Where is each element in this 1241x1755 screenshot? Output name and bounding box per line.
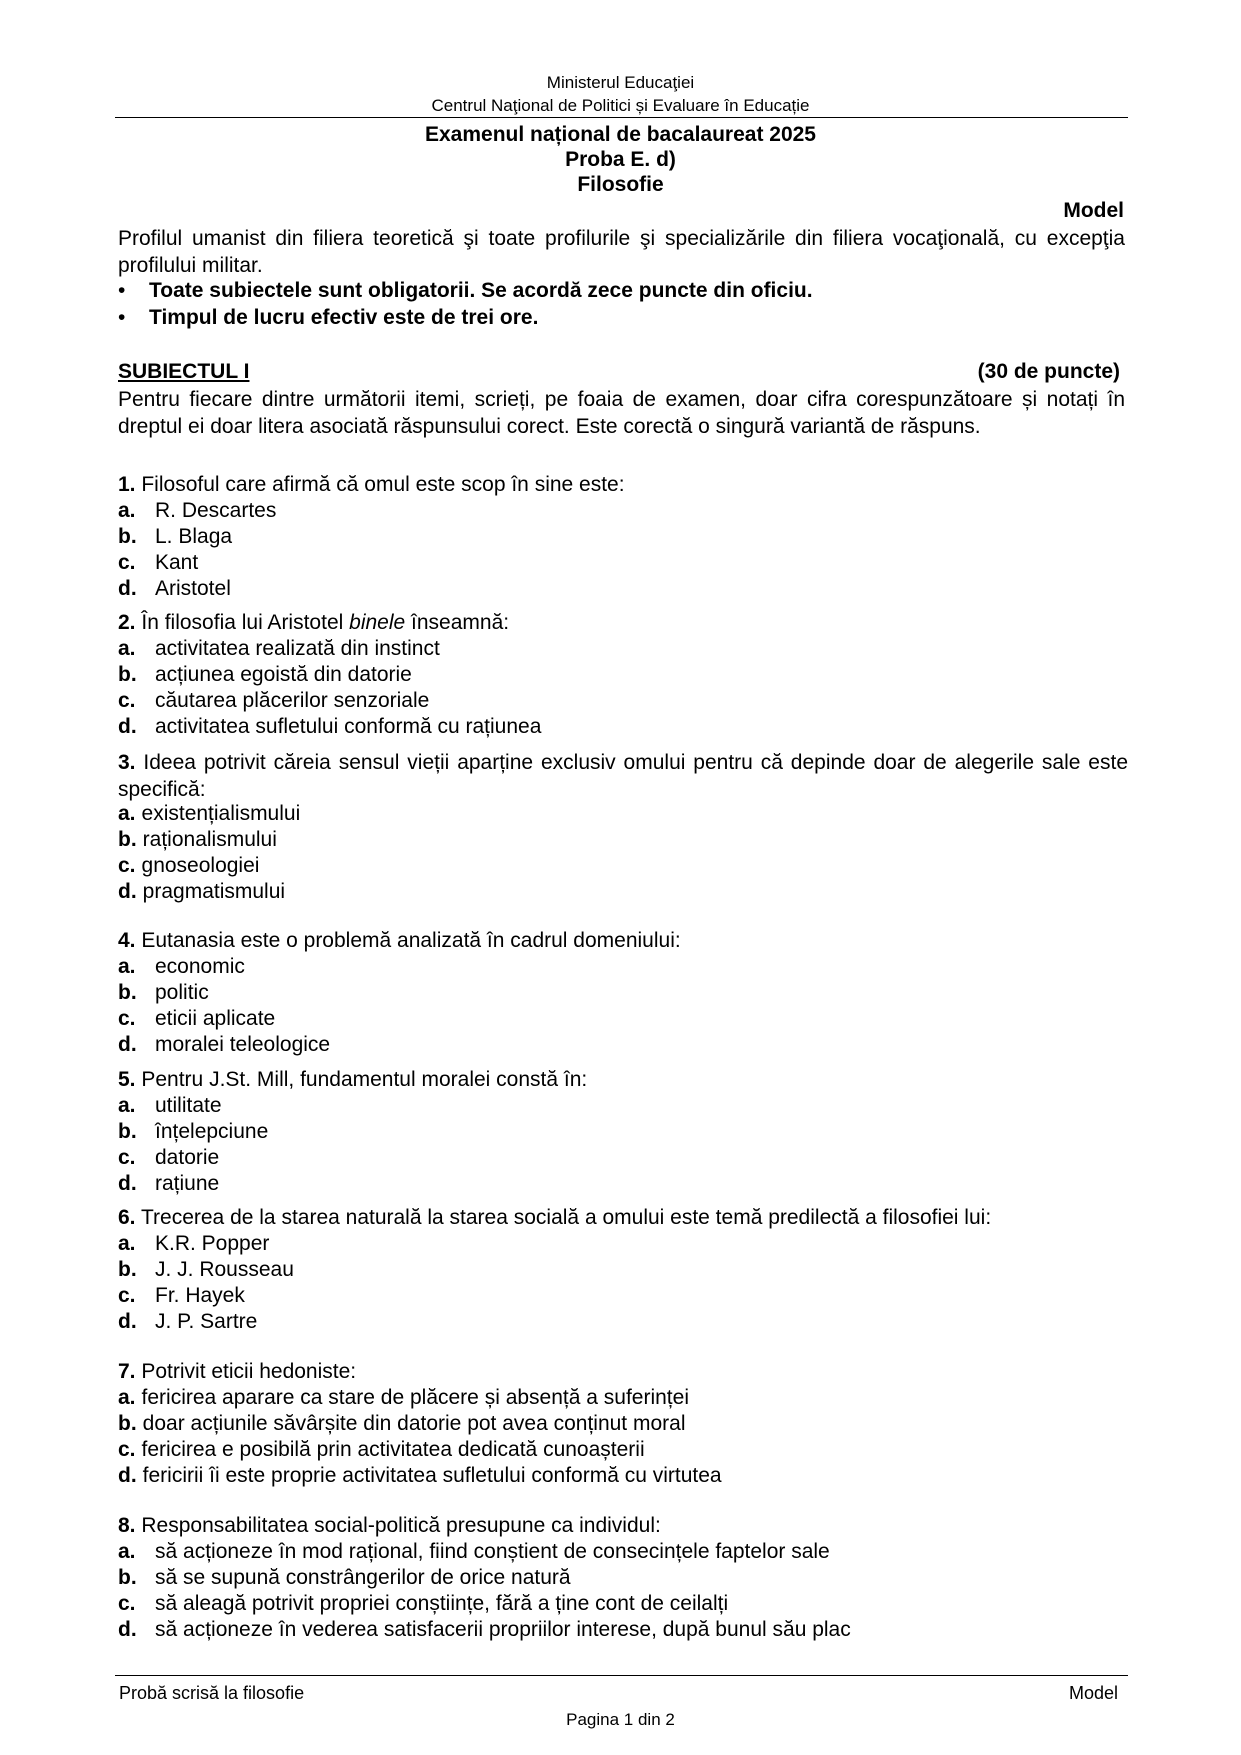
option-6d: d. J. P. Sartre — [118, 1310, 258, 1333]
option-7b: b. doar acțiunile săvârșite din datorie pot avea conținut moral — [118, 1412, 686, 1435]
option-5d: d. rațiune — [118, 1172, 220, 1195]
proba-title: Proba E. d) — [565, 148, 676, 171]
exam-title: Examenul național de bacalaureat 2025 — [424, 123, 816, 146]
option-1d: d. Aristotel — [118, 577, 231, 600]
option-8a: a. să acționeze în mod rațional, fiind conștient de consecințele faptelor sale — [118, 1540, 830, 1563]
section-title: SUBIECTUL I — [118, 360, 250, 383]
section-instructions: Pentru fiecare dintre următorii itemi, scrieți, pe foaia de examen, doar cifra corespunzătoare și notați în dreptul ei doar litera asociată răspunsului corect. Este corectă o singură variantă de răspuns. — [118, 388, 1125, 438]
option-7c: c. fericirea e posibilă prin activitatea dedicată cunoașterii — [118, 1438, 645, 1461]
question-7 — [118, 1360, 1128, 1384]
question-number: 2. — [118, 611, 136, 634]
option-8b: b. să se supună constrângerilor de orice natură — [118, 1566, 571, 1589]
option-5b: b. înțelepciune — [118, 1120, 269, 1143]
question-text: Trecerea de la starea naturală la starea socială a omului este temă predilectă a filosofiei lui: — [140, 1206, 992, 1229]
question-number: 8. — [118, 1514, 136, 1537]
question-text: Ideea potrivit căreia sensul vieții aparține exclusiv omului pentru că depinde doar de alegerile sale este specifică: — [118, 751, 1128, 801]
question-number: 5. — [118, 1068, 136, 1091]
question-2: 2. În filosofia lui Aristotel binele înseamnă: — [118, 611, 510, 634]
bullet-text: Timpul de lucru efectiv este de trei ore. — [149, 306, 539, 329]
option-8d: d. să acționeze în vederea satisfacerii propriilor interese, după bunul său plac — [118, 1618, 851, 1641]
question-number: 6. — [118, 1206, 136, 1229]
option-1b: b. L. Blaga — [118, 525, 233, 548]
option-3b: b. raționalismului — [118, 828, 277, 851]
question-5 — [118, 1068, 1128, 1092]
footer-exam-name: Probă scrisă la filosofie — [119, 1683, 305, 1703]
bullet-item — [118, 306, 538, 330]
option-1a: a. R. Descartes — [118, 499, 277, 522]
center-name: Centrul Naţional de Politici și Evaluare în Educație — [431, 96, 810, 115]
option-2d: d. activitatea sufletului conformă cu rațiunea — [118, 715, 542, 738]
section-header — [118, 360, 1120, 384]
option-2b: b. acțiunea egoistă din datorie — [118, 663, 412, 686]
footer-divider — [115, 1675, 1128, 1676]
option-6a: a. K.R. Popper — [118, 1232, 270, 1255]
question-text: Responsabilitatea social-politică presupune ca individul: — [141, 1514, 661, 1537]
option-8c: c. să aleagă potrivit propriei conștiințe, fără a ține cont de ceilalți — [118, 1592, 729, 1615]
question-text: Filosoful care afirmă că omul este scop în sine este: — [141, 473, 625, 496]
bullet-text: Toate subiectele sunt obligatorii. Se acordă zece puncte din oficiu. — [149, 279, 813, 302]
question-number: 3. — [118, 751, 136, 774]
option-4a: a. economic — [118, 955, 245, 978]
option-2c: c. căutarea plăcerilor senzoriale — [118, 689, 430, 712]
option-3d: d. pragmatismului — [118, 880, 286, 903]
section-points: (30 de puncte) — [977, 360, 1120, 383]
question-6 — [118, 1206, 1128, 1230]
option-3a: a. existențialismului — [118, 802, 301, 825]
bullet-item — [118, 279, 813, 303]
bullet-icon: • — [118, 279, 126, 302]
option-3c: c. gnoseologiei — [118, 854, 260, 877]
question-text: Eutanasia este o problemă analizată în cadrul domeniului: — [141, 929, 681, 952]
bullet-icon: • — [118, 306, 126, 329]
question-1 — [118, 473, 1128, 497]
option-4d: d. moralei teleologice — [118, 1033, 331, 1056]
question-text: Pentru J.St. Mill, fundamentul moralei constă în: — [141, 1068, 588, 1091]
model-label: Model — [1063, 199, 1124, 222]
option-1c: c. Kant — [118, 551, 199, 574]
option-5c: c. datorie — [118, 1146, 220, 1169]
option-4b: b. politic — [118, 981, 209, 1004]
question-8 — [118, 1514, 1128, 1538]
option-6c: c. Fr. Hayek — [118, 1284, 245, 1307]
header-divider — [115, 117, 1128, 118]
ministry-name: Ministerul Educaţiei — [546, 73, 695, 92]
option-5a: a. utilitate — [118, 1094, 222, 1117]
option-7d: d. fericirii îi este proprie activitatea sufletului conformă cu virtutea — [118, 1464, 722, 1487]
subject-title: Filosofie — [577, 173, 664, 196]
question-number: 7. — [118, 1360, 136, 1383]
option-4c: c. eticii aplicate — [118, 1007, 276, 1030]
page-number: Pagina 1 din 2 — [566, 1710, 675, 1729]
footer-model-label: Model — [1068, 1683, 1118, 1703]
question-number: 1. — [118, 473, 136, 496]
option-6b: b. J. J. Rousseau — [118, 1258, 294, 1281]
profile-text: Profilul umanist din filiera teoretică şi toate profilurile şi specializările din filiera vocaţională, cu excepţia profilului militar. — [118, 227, 1125, 277]
question-number: 4. — [118, 929, 136, 952]
question-4 — [118, 929, 1128, 953]
question-text: Potrivit eticii hedoniste: — [141, 1360, 357, 1383]
option-7a: a. fericirea aparare ca stare de plăcere și absență a suferinței — [118, 1386, 689, 1409]
option-2a: a. activitatea realizată din instinct — [118, 637, 440, 660]
question-3 — [118, 749, 1128, 803]
